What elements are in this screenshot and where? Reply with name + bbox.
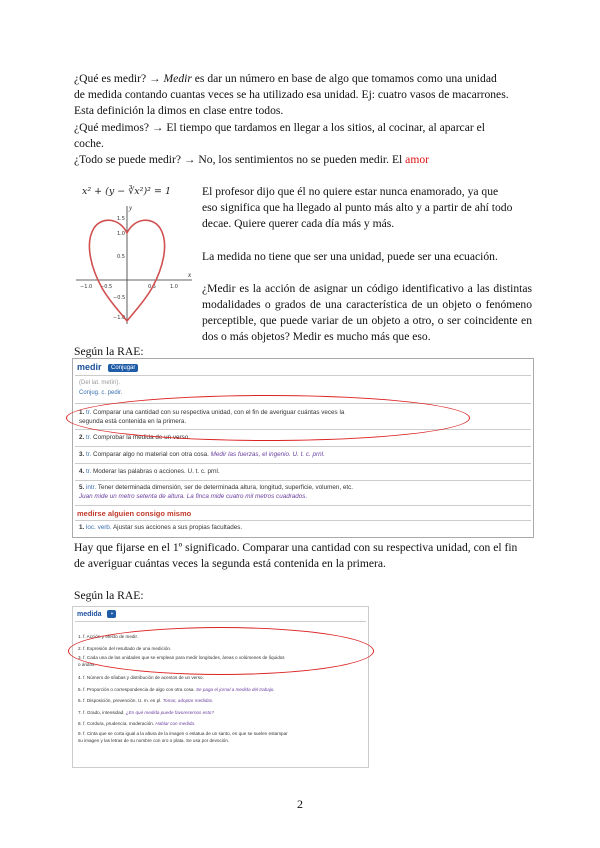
rae-def-5: 5. intr. Tener determinada dimensión, ser de determinada altura, longitud, superficie, volumen, etc. bbox=[79, 484, 353, 491]
rae-subentry: medirse alguien consigo mismo bbox=[77, 509, 192, 518]
line-todo-se-puede-medir: ¿Todo se puede medir? → No, los sentimientos no se pueden medir. El amor bbox=[74, 153, 429, 166]
heart-equation: x² + (y − ∛x²)² = 1 bbox=[82, 186, 172, 197]
rae-word-medida: medida bbox=[77, 610, 102, 618]
rae-conj-note[interactable]: Conjug. c. pedir. bbox=[79, 390, 123, 396]
rae-def-4: 4. tr. Moderar las palabras o acciones. U. t. c. prnl. bbox=[79, 468, 220, 475]
line-unidad-medida: de medida contando cuantas veces se ha utilizado esa unidad. Ej: cuatro vasos de macarrones. bbox=[74, 88, 509, 101]
line-definicion-clase: Esta definición la dimos en clase entre todos. bbox=[74, 104, 284, 117]
x-tick: 0.5 bbox=[148, 284, 156, 290]
highlight-ellipse-def1 bbox=[66, 395, 470, 441]
page-number: 2 bbox=[297, 797, 303, 811]
rae2-def: o áridos. bbox=[78, 662, 96, 667]
y-tick: 1.0 bbox=[117, 231, 125, 237]
divider bbox=[75, 520, 531, 521]
y-tick: 1.5 bbox=[117, 216, 125, 222]
rae2-def: 1. f. Acción y efecto de medir. bbox=[78, 634, 139, 639]
divider bbox=[75, 375, 531, 376]
medir-emphasis: Medir bbox=[163, 72, 192, 85]
line-que-medimos: ¿Qué medimos? → El tiempo que tardamos en llegar a los sitios, al cocinar, al aparcar el bbox=[74, 121, 485, 134]
rae2-def: 3. f. Cada una de las unidades que se emplean para medir longitudes, áreas o volúmenes de líquidos bbox=[78, 655, 285, 660]
rae-def-1: 1. tr. Comparar una cantidad con su respectiva unidad, con el fin de averiguar cuántas veces la bbox=[79, 409, 345, 416]
rae-origin: (Del lat. metīri). bbox=[79, 380, 121, 386]
rae2-def: 9. f. Cinta que se corta igual a la altura de la imagen o estatua de un santo, en que se suelen estampar bbox=[78, 730, 288, 736]
line-coche: coche. bbox=[74, 137, 104, 150]
rae-def-3: 3. tr. Comparar algo no material con otra cosa. Medir las fuerzas, el ingenio. U. t. c. prnl. bbox=[79, 451, 325, 458]
rae-word-medir: medir bbox=[77, 362, 102, 372]
paragraph-profesor: El profesor dijo que él no quiere estar nunca enamorado, ya que eso significa que ha llegado al punto más alto y a partir de ahí todo decae. Quiere querer cada día más y más. bbox=[202, 185, 513, 230]
heart-graph-figure bbox=[72, 178, 197, 328]
rae2-def: 6. f. Disposición, prevención. U. m. en pl. Tomar, adoptar medidas. bbox=[78, 698, 214, 703]
divider bbox=[75, 446, 531, 447]
x-tick: −0.5 bbox=[100, 284, 113, 290]
rae2-def: 7. f. Grado, intensidad. ¿En qué medida puede favorecernos esto? bbox=[78, 709, 214, 715]
segun-rae-2: Según la RAE: bbox=[74, 589, 144, 602]
rae2-def: 8. f. Cordura, prudencia, moderación. Hablar con medida. bbox=[78, 721, 196, 726]
highlight-ellipse-def2 bbox=[68, 627, 374, 675]
amor-word: amor bbox=[405, 153, 429, 166]
x-axis-label: x bbox=[188, 271, 192, 279]
rae2-def: 4. f. Número de sílabas y distribución de acentos de un verso. bbox=[78, 675, 204, 680]
x-tick: −1.0 bbox=[80, 284, 93, 290]
divider bbox=[75, 505, 531, 506]
x-tick: 1.0 bbox=[170, 284, 178, 290]
plus-icon[interactable]: + bbox=[107, 610, 116, 618]
y-tick: −0.5 bbox=[113, 295, 126, 301]
divider bbox=[75, 463, 531, 464]
line-que-es-medir: ¿Qué es medir? → Medir es dar un número en base de algo que tomamos como una unidad bbox=[74, 72, 497, 85]
rae2-def: 5. f. Proporción o correspondencia de algo con otra cosa. Se paga el jornal a medida del trabajo. bbox=[78, 686, 275, 692]
divider bbox=[75, 621, 366, 622]
paragraph-medir-accion: ¿Medir es la acción de asignar un código identificativo a las distintas modalidades o grados de una característica de un objeto o fenómeno perceptible, que puede variar de un objeto a otro, o ser coincidente en dos o más objetos? Medir es mucho más que eso. bbox=[202, 282, 532, 343]
rae2-def: su imagen y las letras de su nombre con oro o plata. Se usa por devoción. bbox=[78, 737, 230, 743]
y-tick: −1.0 bbox=[113, 315, 126, 321]
paragraph-medida-ecuacion: La medida no tiene que ser una unidad, puede ser una ecuación. bbox=[202, 250, 498, 263]
conjugar-button[interactable]: Conjugar bbox=[108, 364, 138, 372]
rae-def-1-cont: segunda está contenida en la primera. bbox=[79, 418, 187, 425]
rae2-def: 2. f. Expresión del resultado de una medición. bbox=[78, 645, 172, 651]
rae-def-2: 2. tr. Comprobar la medida de un verso. bbox=[79, 434, 190, 441]
paragraph-fijarse: Hay que fijarse en el 1º significado. Comparar una cantidad con su respectiva unidad, con el fin de averiguar cuántas veces la segunda está contenida en la primera. bbox=[74, 541, 518, 570]
rae-medir-entry bbox=[72, 358, 534, 538]
y-axis-label: y bbox=[129, 204, 133, 212]
y-tick: 0.5 bbox=[117, 254, 125, 260]
segun-rae-1: Según la RAE: bbox=[74, 345, 144, 358]
rae-def-5-example: Juan mide un metro setenta de altura. La finca mide cuatro mil metros cuadrados. bbox=[79, 493, 308, 500]
heart-graph-svg bbox=[72, 178, 197, 328]
rae-subdef-1: 1. loc. verb. Ajustar sus acciones a sus propias facultades. bbox=[79, 524, 243, 531]
divider bbox=[75, 480, 531, 481]
